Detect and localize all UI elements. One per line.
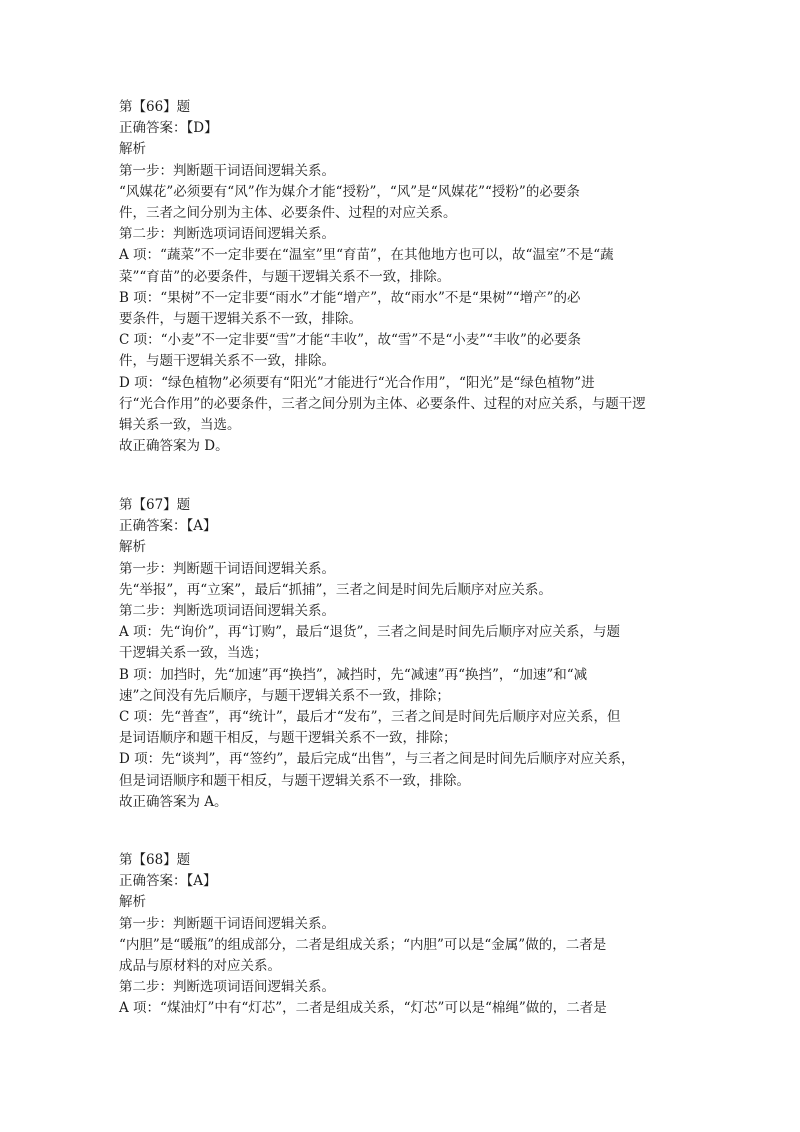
analysis-line: 行“光合作用”的必要条件，三者之间分别为主体、必要条件、过程的对应关系，与题干逻 xyxy=(119,395,646,412)
analysis-line: 辑关系一致，当选。 xyxy=(119,417,241,434)
analysis-line: 件，与题干逻辑关系不一致，排除。 xyxy=(119,353,335,370)
analysis-line: 第二步：判断选项词语间逻辑关系。 xyxy=(119,226,335,243)
final-answer-line: 故正确答案为 D。 xyxy=(119,438,229,455)
analysis-label: 解析 xyxy=(119,141,146,158)
analysis-line: B 项：加挡时，先“加速”再“换挡”，减挡时，先“减速”再“换挡”，“加速”和“减 xyxy=(119,666,588,683)
analysis-line: 第一步：判断题干词语间逻辑关系。 xyxy=(119,162,335,179)
analysis-line: 件，三者之间分别为主体、必要条件、过程的对应关系。 xyxy=(119,205,457,222)
analysis-line: 但是词语顺序和题干相反，与题干逻辑关系不一致，排除。 xyxy=(119,772,470,789)
analysis-line: 速”之间没有先后顺序，与题干逻辑关系不一致，排除； xyxy=(119,687,450,704)
question-67 xyxy=(119,495,689,813)
question-68 xyxy=(119,850,689,1020)
analysis-line: 要条件，与题干逻辑关系不一致，排除。 xyxy=(119,311,362,328)
analysis-line: 成品与原材料的对应关系。 xyxy=(119,958,281,975)
question-header: 第【67】题 xyxy=(119,497,191,513)
analysis-line: A 项：“煤油灯”中有“灯芯”，二者是组成关系，“灯芯”可以是“棉绳”做的，二者是 xyxy=(119,1000,607,1017)
analysis-line: C 项：先“普查”，再“统计”，最后才“发布”，三者之间是时间先后顺序对应关系，但 xyxy=(119,709,621,726)
question-66 xyxy=(119,97,689,457)
analysis-line: “内胆”是“暖瓶”的组成部分，二者是组成关系；“内胆”可以是“金属”做的，二者是 xyxy=(119,936,607,953)
question-header: 第【66】题 xyxy=(119,99,191,115)
analysis-label: 解析 xyxy=(119,539,146,556)
analysis-line: 是词语顺序和题干相反，与题干逻辑关系不一致，排除； xyxy=(119,730,457,747)
correct-answer: 正确答案：【A】 xyxy=(119,518,217,535)
analysis-line: A 项：“蔬菜”不一定非要在“温室”里“育苗”，在其他地方也可以，故“温室”不是“蔬 xyxy=(119,247,614,264)
analysis-line: B 项：“果树”不一定非要“雨水”才能“增产”，故“雨水”不是“果树”“增产”的必 xyxy=(119,289,581,306)
analysis-line: D 项：先“谈判”，再“签约”，最后完成“出售”，与三者之间是时间先后顺序对应关系， xyxy=(119,751,635,768)
question-header: 第【68】题 xyxy=(119,852,191,868)
analysis-label: 解析 xyxy=(119,894,146,911)
analysis-line: “风媒花”必须要有“风”作为媒介才能“授粉”，“风”是“风媒花”“授粉”的必要条 xyxy=(119,183,580,200)
analysis-line: 干逻辑关系一致，当选； xyxy=(119,645,268,662)
analysis-line: C 项：“小麦”不一定非要“雪”才能“丰收”，故“雪”不是“小麦”“丰收”的必要条 xyxy=(119,332,581,349)
analysis-line: 第一步：判断题干词语间逻辑关系。 xyxy=(119,915,335,932)
correct-answer: 正确答案：【D】 xyxy=(119,120,218,137)
analysis-line: D 项：“绿色植物”必须要有“阳光”才能进行“光合作用”，“阳光”是“绿色植物”进 xyxy=(119,374,595,391)
correct-answer: 正确答案：【A】 xyxy=(119,873,217,890)
analysis-line: 菜”“育苗”的必要条件，与题干逻辑关系不一致，排除。 xyxy=(119,268,451,285)
analysis-line: 第二步：判断选项词语间逻辑关系。 xyxy=(119,979,335,996)
analysis-line: 先“举报”，再“立案”，最后“抓捕”，三者之间是时间先后顺序对应关系。 xyxy=(119,581,552,598)
analysis-line: 第二步：判断选项词语间逻辑关系。 xyxy=(119,603,335,620)
analysis-line: 第一步：判断题干词语间逻辑关系。 xyxy=(119,560,335,577)
final-answer-line: 故正确答案为 A。 xyxy=(119,793,228,810)
analysis-line: A 项：先“询价”，再“订购”，最后“退货”，三者之间是时间先后顺序对应关系，与题 xyxy=(119,624,620,641)
